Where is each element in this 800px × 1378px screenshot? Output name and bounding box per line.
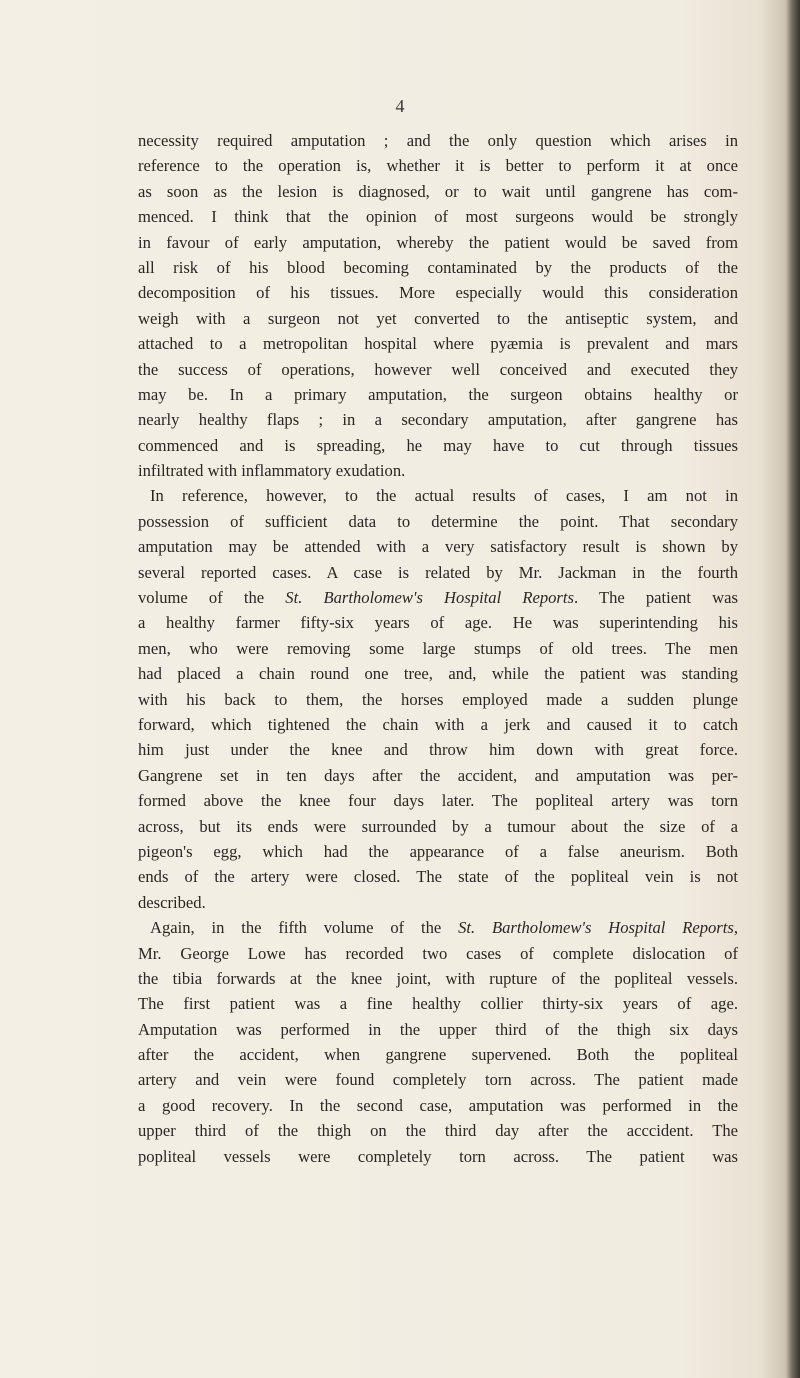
text-line [138, 966, 738, 991]
line-text: In reference, however, to the actual results of cases, I am not in [150, 486, 738, 506]
line-text: The first patient was a fine healthy collier thirty-six years of age. [138, 994, 738, 1014]
line-text: reference to the operation is, whether it is better to perform it at once [138, 156, 738, 176]
line-text: may be. In a primary amputation, the surgeon obtains healthy or [138, 384, 738, 404]
line-text: Mr. George Lowe has recorded two cases of complete dislocation of [138, 943, 738, 963]
line-text: after the accident, when gangrene supervened. Both the popliteal [138, 1045, 738, 1065]
italic-title-text: St. Bartholomew's Hospital Reports [458, 918, 734, 938]
text-line [138, 763, 738, 788]
text-line [138, 357, 738, 382]
text-line [138, 610, 738, 635]
text-line [138, 458, 738, 483]
text-line [138, 560, 738, 585]
line-text: . The patient was [573, 588, 738, 608]
text-line [138, 534, 738, 559]
line-text: formed above the knee four days later. The popliteal artery was torn [138, 791, 738, 811]
line-text: him just under the knee and throw him down with great force. [138, 740, 738, 760]
text-line [138, 661, 738, 686]
text-line [138, 153, 738, 178]
page-number: 4 [395, 96, 405, 116]
text-line [138, 636, 738, 661]
line-text: in favour of early amputation, whereby the patient would be saved from [138, 232, 738, 252]
line-text: volume of the [138, 588, 286, 608]
text-line [138, 179, 738, 204]
text-line [138, 737, 738, 762]
text-line [138, 204, 738, 229]
text-line [138, 788, 738, 813]
line-text: pigeon's egg, which had the appearance of a false aneurism. Both [138, 841, 738, 861]
text-line [138, 1144, 738, 1169]
line-text: all risk of his blood becoming contaminated by the products of the [138, 257, 738, 277]
text-line [138, 128, 738, 153]
text-line [138, 585, 738, 610]
text-line [138, 433, 738, 458]
line-text: popliteal vessels were completely torn across. The patient was [138, 1146, 738, 1166]
text-line [138, 814, 738, 839]
line-text: infiltrated with inflammatory exudation. [138, 461, 406, 481]
text-line [138, 687, 738, 712]
line-text: weigh with a surgeon not yet converted to the antiseptic system, and [138, 308, 738, 328]
text-line [138, 1093, 738, 1118]
text-line [138, 890, 738, 915]
body-text [138, 128, 738, 1169]
line-text: ends of the artery were closed. The state of the popliteal vein is not [138, 867, 738, 887]
line-text: necessity required amputation ; and the only question which arises in [138, 131, 738, 150]
line-text: decomposition of his tissues. More especially would this consideration [138, 283, 738, 303]
line-text: several reported cases. A case is related by Mr. Jackman in the fourth [138, 562, 738, 582]
line-text: possession of sufficient data to determine the point. That secondary [138, 511, 738, 531]
line-text: amputation may be attended with a very satisfactory result is shown by [138, 537, 738, 557]
line-text: menced. I think that the opinion of most surgeons would be strongly [138, 207, 738, 227]
text-line [138, 991, 738, 1016]
text-line [138, 483, 738, 508]
line-text: , [733, 918, 738, 938]
text-line [138, 712, 738, 737]
text-line [138, 1067, 738, 1092]
line-text: the success of operations, however well conceived and executed they [138, 359, 738, 379]
text-line [138, 331, 738, 356]
line-text: had placed a chain round one tree, and, while the patient was standing [138, 664, 738, 684]
line-text: a healthy farmer fifty-six years of age. He was superintending his [138, 613, 738, 633]
line-text: upper third of the thigh on the third day after the acccident. The [138, 1121, 738, 1141]
text-line [138, 306, 738, 331]
line-text: the tibia forwards at the knee joint, with rupture of the popliteal vessels. [138, 968, 738, 988]
page-binding-edge [786, 0, 800, 1378]
line-text: Gangrene set in ten days after the accident, and amputation was per- [138, 765, 738, 785]
text-line [138, 230, 738, 255]
text-line [138, 382, 738, 407]
line-text: nearly healthy flaps ; in a secondary amputation, after gangrene has [138, 410, 738, 430]
line-text: men, who were removing some large stumps of old trees. The men [138, 638, 738, 658]
text-line [138, 1017, 738, 1042]
line-text: artery and vein were found completely torn across. The patient made [138, 1070, 738, 1090]
text-line [138, 839, 738, 864]
text-line [138, 255, 738, 280]
line-text: as soon as the lesion is diagnosed, or to wait until gangrene has com- [138, 181, 738, 201]
line-text: forward, which tightened the chain with a jerk and caused it to catch [138, 714, 738, 734]
line-text: attached to a metropolitan hospital where pyæmia is prevalent and mars [138, 334, 738, 354]
italic-title-text: St. Bartholomew's Hospital Reports [285, 588, 574, 608]
line-text: Amputation was performed in the upper third of the thigh six days [138, 1019, 738, 1039]
text-line [138, 915, 738, 940]
line-text: a good recovery. In the second case, amputation was performed in the [138, 1095, 738, 1115]
text-line [138, 407, 738, 432]
line-text: described. [138, 892, 206, 912]
text-line [138, 864, 738, 889]
text-line [138, 280, 738, 305]
text-line [138, 1042, 738, 1067]
line-text: across, but its ends were surrounded by a tumour about the size of a [138, 816, 738, 836]
line-text: Again, in the fifth volume of the [150, 918, 459, 938]
text-line [138, 509, 738, 534]
text-line [138, 941, 738, 966]
line-text: with his back to them, the horses employed made a sudden plunge [138, 689, 738, 709]
text-line [138, 1118, 738, 1143]
line-text: commenced and is spreading, he may have to cut through tissues [138, 435, 738, 455]
